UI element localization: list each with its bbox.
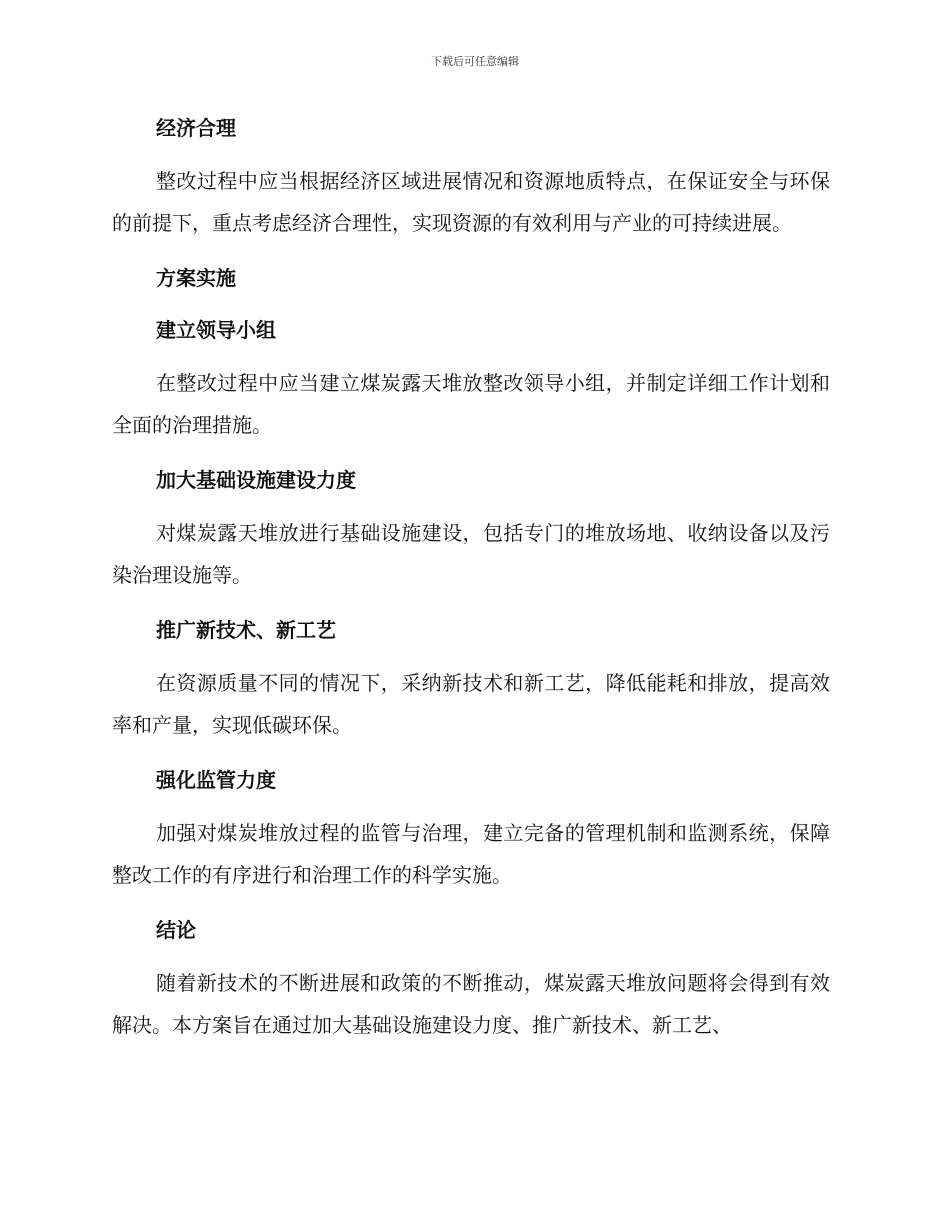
page-header-note: 下载后可任意编辑: [431, 55, 519, 68]
paragraph-supervision: 加强对煤炭堆放过程的监管与治理，建立完备的管理机制和监测系统，保障整改工作的有序进行和治理工作的科学实施。: [112, 821, 830, 887]
paragraph-infrastructure: 对煤炭露天堆放进行基础设施建设，包括专门的堆放场地、收纳设备以及污染治理设施等。: [112, 521, 830, 587]
heading-infrastructure: 加大基础设施建设力度: [156, 468, 356, 492]
heading-leadership: 建立领导小组: [156, 318, 276, 342]
heading-conclusion: 结论: [156, 918, 196, 942]
paragraph-economic: 整改过程中应当根据经济区域进展情况和资源地质特点，在保证安全与环保的前提下，重点考虑经济合理性，实现资源的有效利用与产业的可持续进展。: [112, 169, 830, 235]
heading-economic: 经济合理: [156, 116, 236, 140]
paragraph-technology: 在资源质量不同的情况下，采纳新技术和新工艺，降低能耗和排放，提高效率和产量，实现低碳环保。: [112, 671, 830, 737]
document-body: [112, 108, 830, 1046]
heading-technology: 推广新技术、新工艺: [156, 618, 336, 642]
paragraph-leadership: 在整改过程中应当建立煤炭露天堆放整改领导小组，并制定详细工作计划和全面的治理措施。: [112, 371, 830, 437]
heading-supervision: 强化监管力度: [156, 768, 276, 792]
heading-plan: 方案实施: [156, 266, 236, 290]
paragraph-conclusion: 随着新技术的不断进展和政策的不断推动，煤炭露天堆放问题将会得到有效解决。本方案旨在通过加大基础设施建设力度、推广新技术、新工艺、: [112, 971, 830, 1037]
